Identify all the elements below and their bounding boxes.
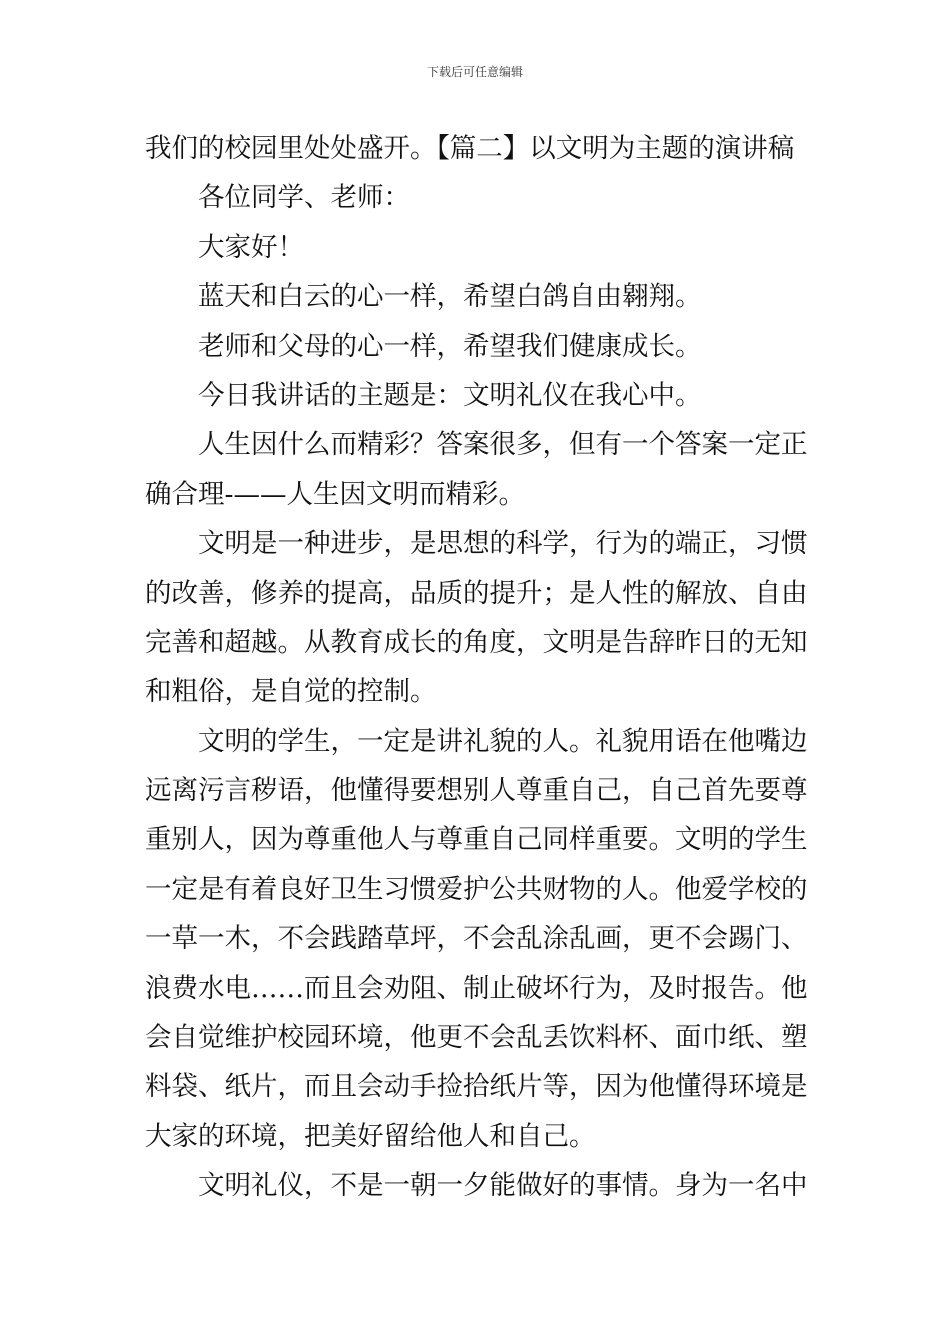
paragraph-line: 人生因什么而精彩？答案很多，但有一个答案一定正 xyxy=(198,429,808,461)
greeting-line: 各位同学、老师： xyxy=(198,182,410,214)
paragraph-line: 一定是有着良好卫生习惯爱护公共财物的人。他爱学校的 xyxy=(145,873,808,905)
paragraph-line: 文明礼仪，不是一朝一夕能做好的事情。身为一名中 xyxy=(198,1170,808,1202)
paragraph-line: 一草一木，不会践踏草坪，不会乱涂乱画，更不会踢门、 xyxy=(145,923,808,955)
paragraph-line: 料袋、纸片，而且会动手捡拾纸片等，因为他懂得环境是 xyxy=(145,1071,808,1103)
paragraph-line: 确合理-——人生因文明而精彩。 xyxy=(145,478,525,510)
paragraph-line: 浪费水电……而且会劝阻、制止破坏行为，及时报告。他 xyxy=(145,972,808,1004)
paragraph-line: 远离污言秽语，他懂得要想别人尊重自己，自己首先要尊 xyxy=(145,775,808,807)
paragraph-line: 完善和超越。从教育成长的角度，文明是告辞昨日的无知 xyxy=(145,626,808,658)
text-line: 今日我讲话的主题是：文明礼仪在我心中。 xyxy=(198,379,702,411)
paragraph-line: 和粗俗，是自觉的控制。 xyxy=(145,676,437,708)
text-line: 大家好！ xyxy=(198,231,304,263)
paragraph-line: 大家的环境，把美好留给他人和自己。 xyxy=(145,1120,596,1152)
text-line: 我们的校园里处处盛开。【篇二】以文明为主题的演讲稿 xyxy=(145,133,795,164)
paragraph-line: 重别人，因为尊重他人与尊重自己同样重要。文明的学生 xyxy=(145,824,808,856)
paragraph-line: 会自觉维护校园环境，他更不会乱丢饮料杯、面巾纸、塑 xyxy=(145,1022,808,1054)
document-body xyxy=(145,127,810,1214)
page-header: 下载后可任意编辑 xyxy=(426,65,523,79)
text-line: 蓝天和白云的心一样，希望白鸽自由翱翔。 xyxy=(198,281,702,313)
paragraph-line: 文明的学生，一定是讲礼貌的人。礼貌用语在他嘴边 xyxy=(198,725,808,757)
text-line: 老师和父母的心一样，希望我们健康成长。 xyxy=(198,330,702,362)
paragraph-line: 文明是一种进步，是思想的科学，行为的端正，习惯 xyxy=(198,528,808,560)
paragraph-line: 的改善，修养的提高，品质的提升；是人性的解放、自由 xyxy=(145,577,808,609)
